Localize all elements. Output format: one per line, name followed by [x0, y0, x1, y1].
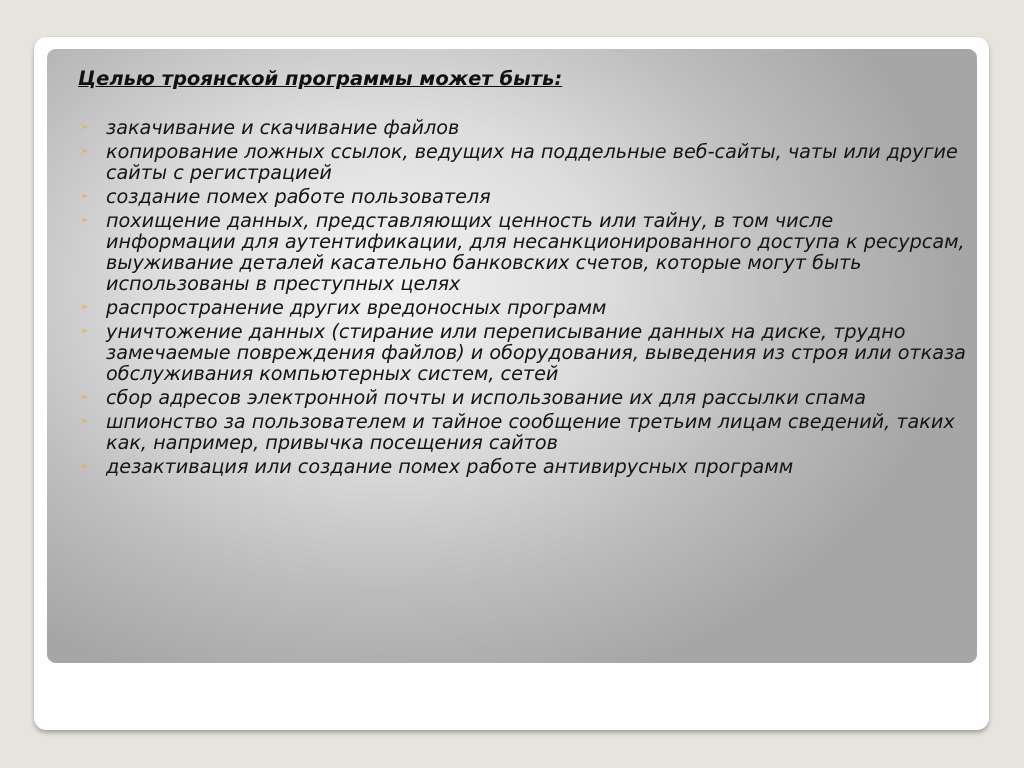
chevron-right-icon: ➢ [80, 215, 89, 226]
chevron-right-icon: ➢ [80, 416, 89, 427]
list-item-text: похищение данных, представляющих ценность или тайну, в том числе информации для аутентификации, для несанкционированного доступа к ресурсам, выуживание деталей касательно банковских счетов, которые могут быть использованы в преступных целях [106, 209, 965, 295]
list-item-text: распространение других вредоносных программ [106, 296, 607, 319]
chevron-right-icon: ➢ [80, 122, 89, 133]
list-item [78, 117, 968, 138]
list-item [78, 141, 968, 183]
slide-heading: Целью троянской программы может быть: [78, 67, 563, 90]
list-item-text: шпионство за пользователем и тайное сообщение третьим лицам сведений, таких как, например, привычка посещения сайтов [106, 410, 955, 454]
chevron-right-icon: ➢ [80, 146, 89, 157]
list-item-text: создание помех работе пользователя [106, 185, 491, 208]
list-item [78, 210, 968, 294]
chevron-right-icon: ➢ [80, 392, 89, 403]
bullet-list [78, 117, 968, 480]
list-item-text: закачивание и скачивание файлов [106, 116, 460, 139]
list-item-text: дезактивация или создание помех работе антивирусных программ [106, 455, 794, 478]
list-item-text: сбор адресов электронной почты и использование их для рассылки спама [106, 386, 866, 409]
chevron-right-icon: ➢ [80, 461, 89, 472]
list-item [78, 321, 968, 384]
list-item [78, 387, 968, 408]
chevron-right-icon: ➢ [80, 326, 89, 337]
chevron-right-icon: ➢ [80, 302, 89, 313]
chevron-right-icon: ➢ [80, 191, 89, 202]
list-item [78, 186, 968, 207]
list-item [78, 411, 968, 453]
list-item [78, 297, 968, 318]
list-item-text: уничтожение данных (стирание или переписывание данных на диске, трудно замечаемые повреждения файлов) и оборудования, выведения из строя или отказа обслуживания компьютерных систем, сетей [106, 320, 966, 385]
list-item [78, 456, 968, 477]
list-item-text: копирование ложных ссылок, ведущих на поддельные веб-сайты, чаты или другие сайты с регистрацией [106, 140, 958, 184]
